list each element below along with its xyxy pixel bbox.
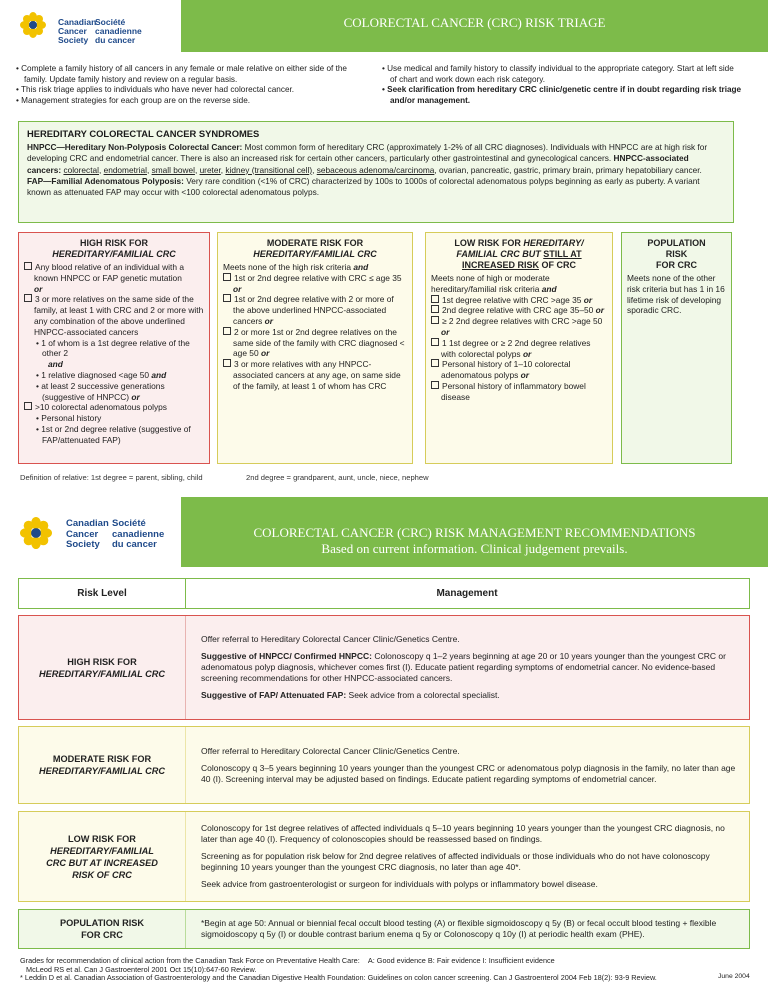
risk-level-moderate: MODERATE RISK FOR HEREDITARY/FAMILIAL CRC (38, 754, 166, 776)
checkbox-icon (431, 305, 439, 313)
management-table-header (18, 578, 750, 609)
checkbox-icon (24, 262, 32, 270)
triage-bullets-left: • Complete a family history of all cancers in any female or male relative on either side of the family. Update family history and review on a regular basis. • This risk triage applies to individuals who have never had colorectal cancer. • Management strategies for each group are on the reverse side. (16, 64, 347, 105)
checkbox-icon (223, 294, 231, 302)
management-row-high (18, 615, 750, 720)
footer-notes: Grades for recommendation of clinical action from the Canadian Task Force on Preventative Health Care: A: Good evidence B: Fair evidence I: Insufficient evidence McLeod RS et al. Can J Gastroenterol 2001 Oct 15(10):647-60 Review. * Leddin D et al. Canadian Association of Gastroenterology and the Canadian Digestive Health Foundation: Guidelines on colon cancer screening. Can J Gastroenterol 2004 Feb 18(2): 93-9 Review. (20, 956, 657, 983)
population-risk-box (621, 232, 732, 464)
checkbox-icon (223, 273, 231, 281)
daffodil-logo-icon (20, 517, 52, 549)
management-title: COLORECTAL CANCER (CRC) RISK MANAGEMENT RECOMMENDATIONS (253, 525, 696, 540)
checkbox-icon (431, 359, 439, 367)
management-high: Offer referral to Hereditary Colorectal Cancer Clinic/Genetics Centre. Suggestive of HNPCC/ Confirmed HNPCC: Colonoscopy q 1–2 years beginning at age 20 or 10 years younger than the youngest CRC or adenomatous polyp diagnosis, whichever comes first (I). Educate patient regarding symptoms of endometrial cancer. No evidence-based screening recommendations for other HNPCC-associated cancers. Suggestive of FAP/ Attenuated FAP: Seek advice from a colorectal specialist. (201, 634, 726, 700)
checkbox-icon (24, 294, 32, 302)
hnpcc-paragraph: HNPCC—Hereditary Non-Polyposis Colorectal Cancer: Most common form of hereditary CRC (approximately 1-2% of all CRC diagnoses). Individuals with HNPCC are at high risk for developing CRC and endometrial cancer. There is also an increased risk for certain other cancers, particularly other gastrointestinal and gynecological cancers. HNPCC-associated cancers: colorectal, endometrial, small bowel, ureter, kidney (transitional cell), sebaceous adenoma/carcinoma, ovarian, pancreatic, gastric, primary brain, primary hepatobiliary cancer. (27, 142, 708, 175)
syndromes-title: HEREDITARY COLORECTAL CANCER SYNDROMES (27, 128, 260, 139)
logo-text-en: Canadian Cancer Society (66, 518, 109, 550)
risk-level-high: HIGH RISK FOR HEREDITARY/FAMILIAL CRC (38, 656, 166, 679)
population-risk-title: POPULATION RISK FOR CRC (647, 238, 706, 270)
management-subtitle: Based on current information. Clinical judgement prevails. (321, 541, 628, 556)
daffodil-logo-icon (20, 12, 46, 38)
low-risk-box: LOW RISK FOR HEREDITARY/ FAMILIAL CRC BUT STILL AT INCREASED RISK OF CRC Meets none of high or moderate hereditary/familial risk criteria and 1st degree relative with CRC >age 35 or 2nd degree relative with CRC age 35–50 or ≥ 2 2nd degree relatives with CRC >age 50 or 1 1st degree or ≥ 2 2nd degree relatives with colorectal polyps or Personal history of 1–10 colorectal adenomatous polyps or Personal history of inflammatory bowel disease (425, 232, 613, 464)
low-risk-title: LOW RISK FOR HEREDITARY/ FAMILIAL CRC BUT STILL AT INCREASED RISK OF CRC (454, 238, 584, 270)
syndromes-box (18, 121, 734, 223)
management-row-population (18, 909, 750, 949)
moderate-risk-box: MODERATE RISK FOR HEREDITARY/FAMILIAL CRC Meets none of the high risk criteria and 1st or 2nd degree relative with CRC ≤ age 35 or 1st or 2nd degree relative with 2 or more of the above underlined HNPCC-associated cancers or 2 or more 1st or 2nd degree relatives on the same side of the family with CRC diagnosed < age 50 or 3 or more relatives with any HNPCC-associated cancers at any age, on same side of the family, at least 1 of whom has CRC (217, 232, 413, 464)
col-risk-level: Risk Level (77, 587, 127, 599)
triage-header (181, 0, 768, 52)
triage-bullets-right: • Use medical and family history to classify individual to the appropriate category. Start at left side of chart and work down each risk category. • Seek clarification from hereditary CRC clinic/genetic centre if in doubt regarding risk triage and/or management. (382, 64, 742, 105)
checkbox-icon (431, 295, 439, 303)
checkbox-icon (431, 338, 439, 346)
definition-first-degree: Definition of relative: 1st degree = parent, sibling, child (20, 473, 203, 482)
checkbox-icon (223, 359, 231, 367)
logo-text-fr: Société canadienne du cancer (112, 518, 165, 550)
checkbox-icon (431, 381, 439, 389)
management-header (181, 497, 768, 567)
management-population: *Begin at age 50: Annual or biennial fecal occult blood testing (A) or flexible sigmoidoscopy q 5y (B) or fecal occult blood testing + flexible sigmoidoscopy q 5y (I) or double contrast barium enema q 5y or Colonoscopy q 10y (I) at periodic health exam (PHE). (201, 918, 717, 939)
footer-date: June 2004 (718, 973, 750, 980)
logo (0, 497, 180, 567)
population-risk-text: Meets none of the other risk criteria but has 1 in 16 lifetime risk of developing sporadic CRC. (627, 273, 725, 316)
logo (0, 0, 180, 52)
checkbox-icon (431, 316, 439, 324)
checkbox-icon (24, 402, 32, 410)
checkbox-icon (223, 327, 231, 335)
management-row-low (18, 811, 750, 902)
col-management: Management (436, 588, 498, 599)
moderate-risk-title: MODERATE RISK FOR HEREDITARY/FAMILIAL CRC (253, 238, 377, 259)
management-row-moderate (18, 726, 750, 804)
logo-text-fr: Société canadienne du cancer (95, 17, 142, 45)
management-low: Colonoscopy for 1st degree relatives of affected individuals q 5–10 years beginning 10 years younger than the youngest CRC diagnosis, no later than age 40 (I). Frequency of colonoscopies should be reassessed based on findings. Screening as for population risk below for 2nd degree relatives of affected individuals or those individuals who do not have colonoscopy beginning 10 years younger than the youngest CRC diagnosis, no later than age 40*. Seek advice from gastroenterologist or surgeon for individuals with polyps or inflammatory bowel disease. (201, 823, 725, 889)
risk-level-low: LOW RISK FOR HEREDITARY/FAMILIAL CRC BUT AT INCREASED RISK OF CRC (46, 833, 158, 880)
triage-title: COLORECTAL CANCER (CRC) RISK TRIAGE (343, 15, 606, 30)
definition-second-degree: 2nd degree = grandparent, aunt, uncle, niece, nephew (246, 473, 429, 482)
risk-level-population: POPULATION RISK FOR CRC (59, 918, 145, 940)
logo-text-en: Canadian Cancer Society (58, 17, 97, 45)
management-moderate: Offer referral to Hereditary Colorectal Cancer Clinic/Genetics Centre. Colonoscopy q 3–5 years beginning 10 years younger than the youngest CRC or adenomatous polyp diagnosis in the family, no later than age 40 (I). Screening interval may be adjusted based on findings. Educate patient regarding symptoms of endometrial cancer. (201, 745, 736, 784)
fap-paragraph: FAP—Familial Adenomatous Polyposis: Very rare condition (<1% of CRC) characterized by 100s to 1000s of colorectal adenomatous polyps beginning as early as puberty. A variant known as attenuated FAP may occur with <100 colorectal adenomatous polyps. (27, 175, 700, 198)
high-risk-title: HIGH RISK FOR HEREDITARY/FAMILIAL CRC (52, 238, 176, 259)
high-risk-box: HIGH RISK FOR HEREDITARY/FAMILIAL CRC Any blood relative of an individual with a known HNPCC or FAP genetic mutation or 3 or more relatives on the same side of the family, at least 1 with CRC and 2 or more with any combination of the above underlined HNPCC-associated cancers • 1 of whom is a 1st degree relative of the other 2 and • 1 relative diagnosed <age 50 and • at least 2 successive generations (suggestive of HNPCC) or >10 colorectal adenomatous polyps • Personal history • 1st or 2nd degree relative (suggestive of FAP/attenuated FAP) (18, 232, 210, 464)
